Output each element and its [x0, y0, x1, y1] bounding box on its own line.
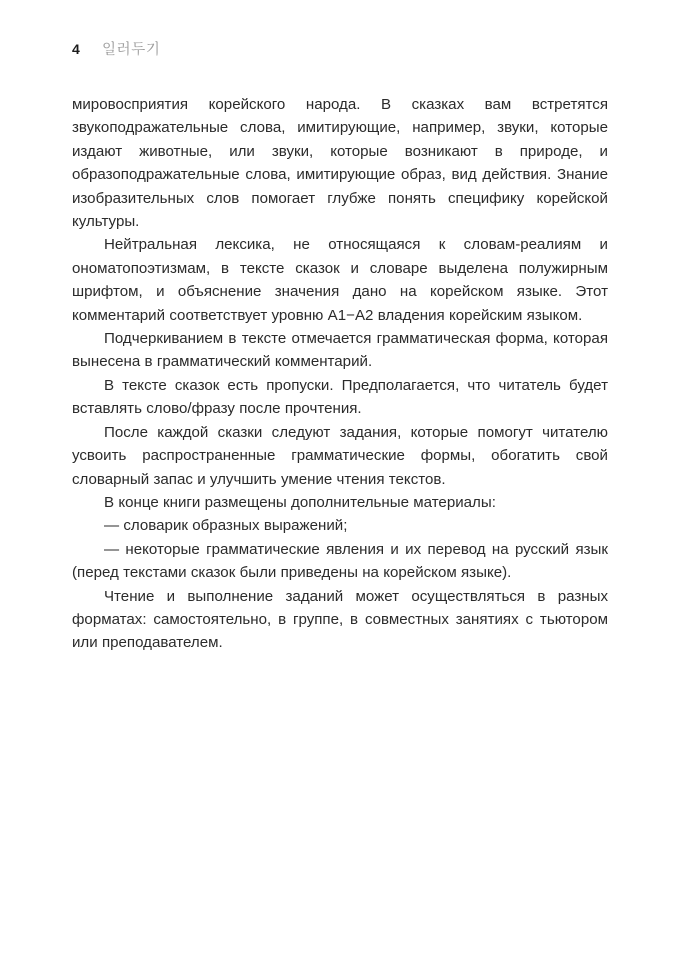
body-text-block: [72, 93, 608, 655]
running-head-title: 일러두기: [102, 42, 161, 58]
paragraph: Нейтральная лексика, не относящаяся к словам-реалиям и ономатопоэтизмам, в тексте сказок и словаре выделена полужирным шрифтом, и объяснение значения дано на корейском языке. Этот комментарий соответствует уровню А1−А2 владения корейским языком.: [72, 236, 608, 324]
list-item: — словарик образных выражений;: [104, 517, 348, 535]
paragraph: В конце книги размещены дополнительные материалы:: [104, 493, 496, 511]
page-number: 4: [72, 41, 80, 57]
paragraph: Чтение и выполнение заданий может осуществляться в разных форматах: самостоятельно, в группе, в совместных занятиях с тьютором или преподавателем.: [72, 587, 608, 652]
paragraph: мировосприятия корейского народа. В сказках вам встретятся звукоподражательные слова, имитирующие, например, звуки, которые издают животные, или звуки, которые возникают в природе, и образоподражательные слова, имитирующие образ, вид действия. Знание изобразительных слов помогает глубже понять специфику корейской культуры.: [72, 96, 608, 231]
paragraph: После каждой сказки следуют задания, которые помогут читателю усвоить распространенные грамматические формы, обогатить свой словарный запас и улучшить умение чтения текстов.: [72, 423, 608, 488]
running-head: [72, 38, 160, 59]
paragraph: В тексте сказок есть пропуски. Предполагается, что читатель будет вставлять слово/фразу после прочтения.: [72, 376, 608, 418]
paragraph: Подчеркиванием в тексте отмечается грамматическая форма, которая вынесена в грамматический комментарий.: [72, 330, 608, 371]
list-item: — некоторые грамматические явления и их перевод на русский язык (перед текстами сказок были приведены на корейском языке).: [72, 540, 608, 582]
